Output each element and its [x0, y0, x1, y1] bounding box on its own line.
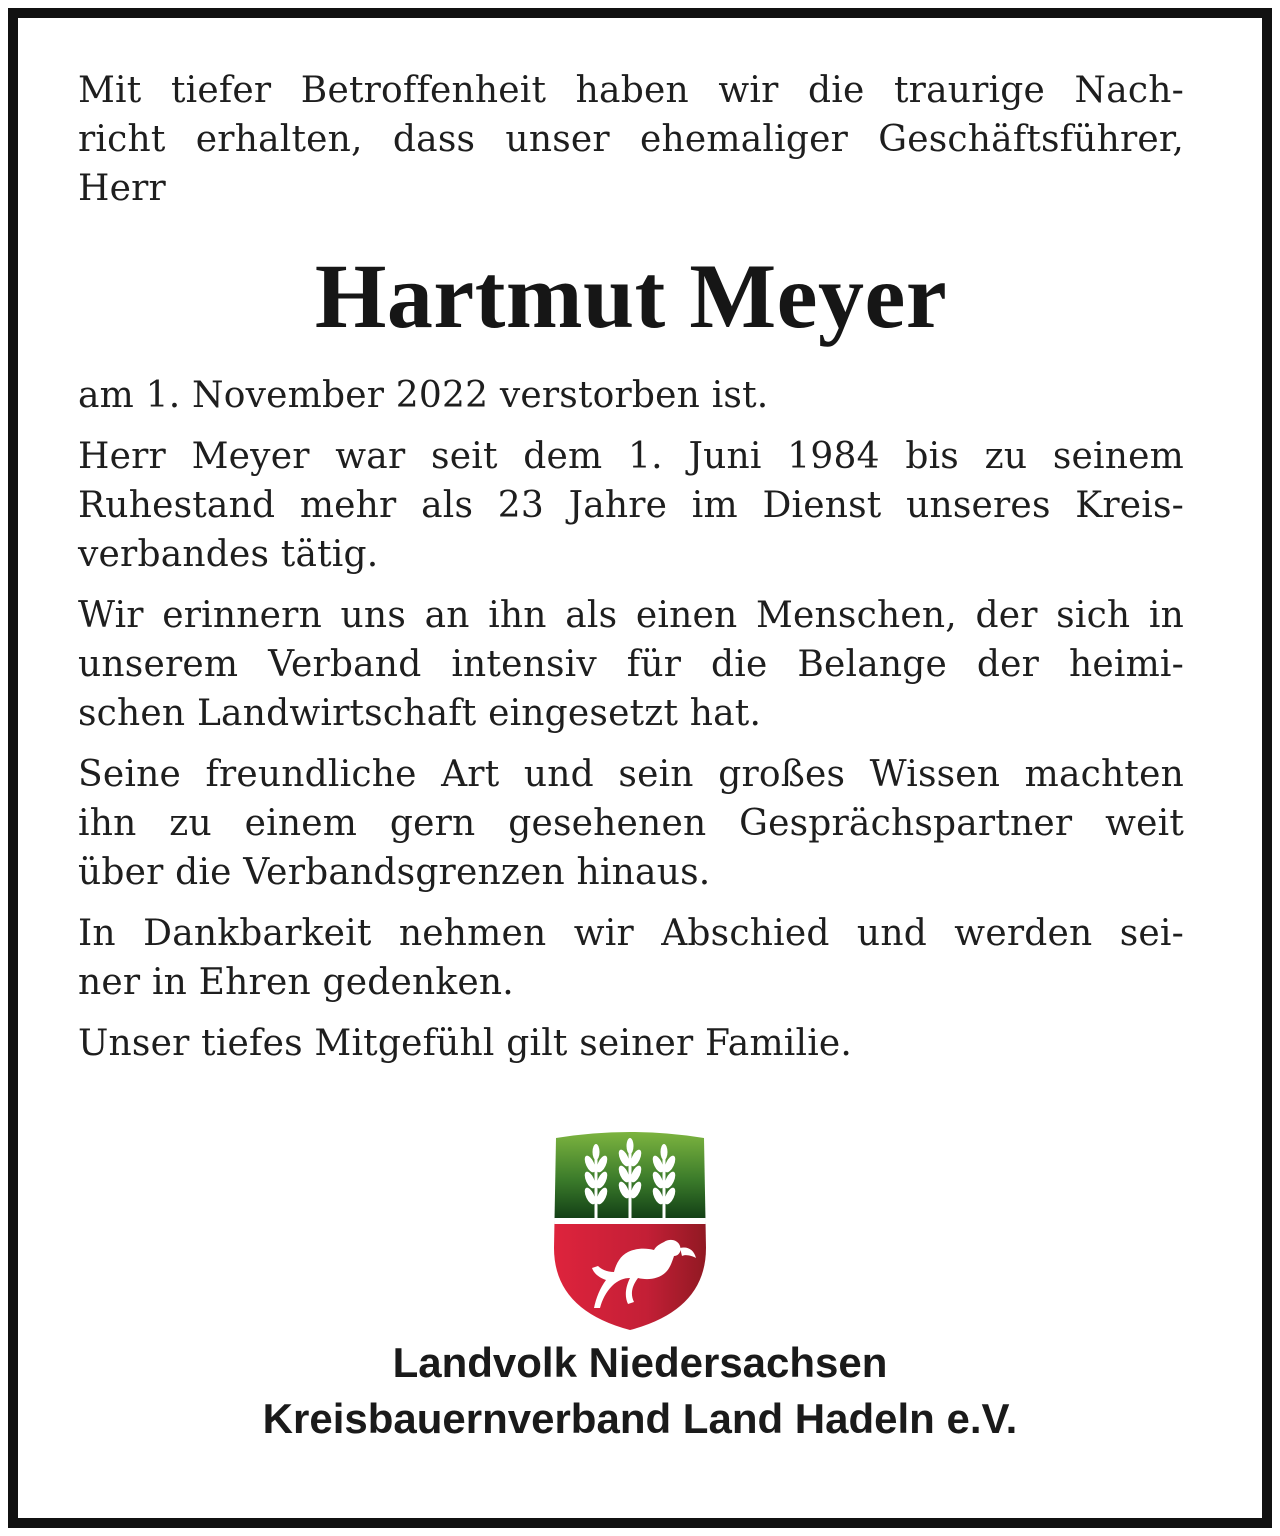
- paragraph-character: [78, 750, 1184, 897]
- paragraph-remembrance: [78, 591, 1184, 738]
- paragraph-line: über die Verbandsgrenzen hinaus.: [78, 852, 711, 893]
- intro-line: Herr: [78, 168, 166, 209]
- paragraph-line: Unser tiefes Mitgefühl gilt seiner Familie.: [78, 1023, 853, 1064]
- paragraph-line: schen Landwirtschaft eingesetzt hat.: [78, 693, 762, 734]
- paragraph-line: unserem Verband intensiv für die Belange der heimi-: [78, 644, 1184, 685]
- paragraph-line: ihn zu einem gern gesehenen Gesprächspartner weit: [78, 803, 1184, 844]
- paragraph-line: ner in Ehren gedenken.: [78, 962, 514, 1003]
- paragraph-line: In Dankbarkeit nehmen wir Abschied und werden sei-: [78, 913, 1184, 954]
- intro-line: Mit tiefer Betroffenheit haben wir die traurige Nach-: [78, 70, 1184, 111]
- shield-icon: [546, 1130, 714, 1332]
- paragraph-service: [78, 432, 1184, 579]
- intro-line: richt erhalten, dass unser ehemaliger Geschäftsführer,: [78, 119, 1184, 160]
- organization-subname: Kreisbauernverband Land Hadeln e.V.: [262, 1395, 1018, 1442]
- paragraph-line: Seine freundliche Art und sein großes Wissen machten: [78, 754, 1184, 795]
- paragraph-line: Ruhestand mehr als 23 Jahre im Dienst unseres Kreis-: [78, 485, 1184, 526]
- intro-paragraph: [78, 66, 1184, 213]
- paragraph-line: Herr Meyer war seit dem 1. Juni 1984 bis zu seinem: [78, 436, 1184, 477]
- paragraph-condolence: [78, 1019, 1184, 1068]
- paragraph-line: am 1. November 2022 verstorben ist.: [78, 375, 769, 416]
- paragraph-line: verbandes tätig.: [78, 534, 379, 575]
- paragraph-death-date: [78, 371, 1184, 420]
- landvolk-shield-logo-icon: [546, 1130, 714, 1332]
- deceased-name: Hartmut Meyer: [314, 245, 948, 347]
- organization-name: Landvolk Niedersachsen: [392, 1339, 888, 1386]
- paragraph-line: Wir erinnern uns an ihn als einen Menschen, der sich in: [78, 595, 1184, 636]
- paragraph-farewell: [78, 909, 1184, 1007]
- obituary-text: [78, 66, 1184, 1080]
